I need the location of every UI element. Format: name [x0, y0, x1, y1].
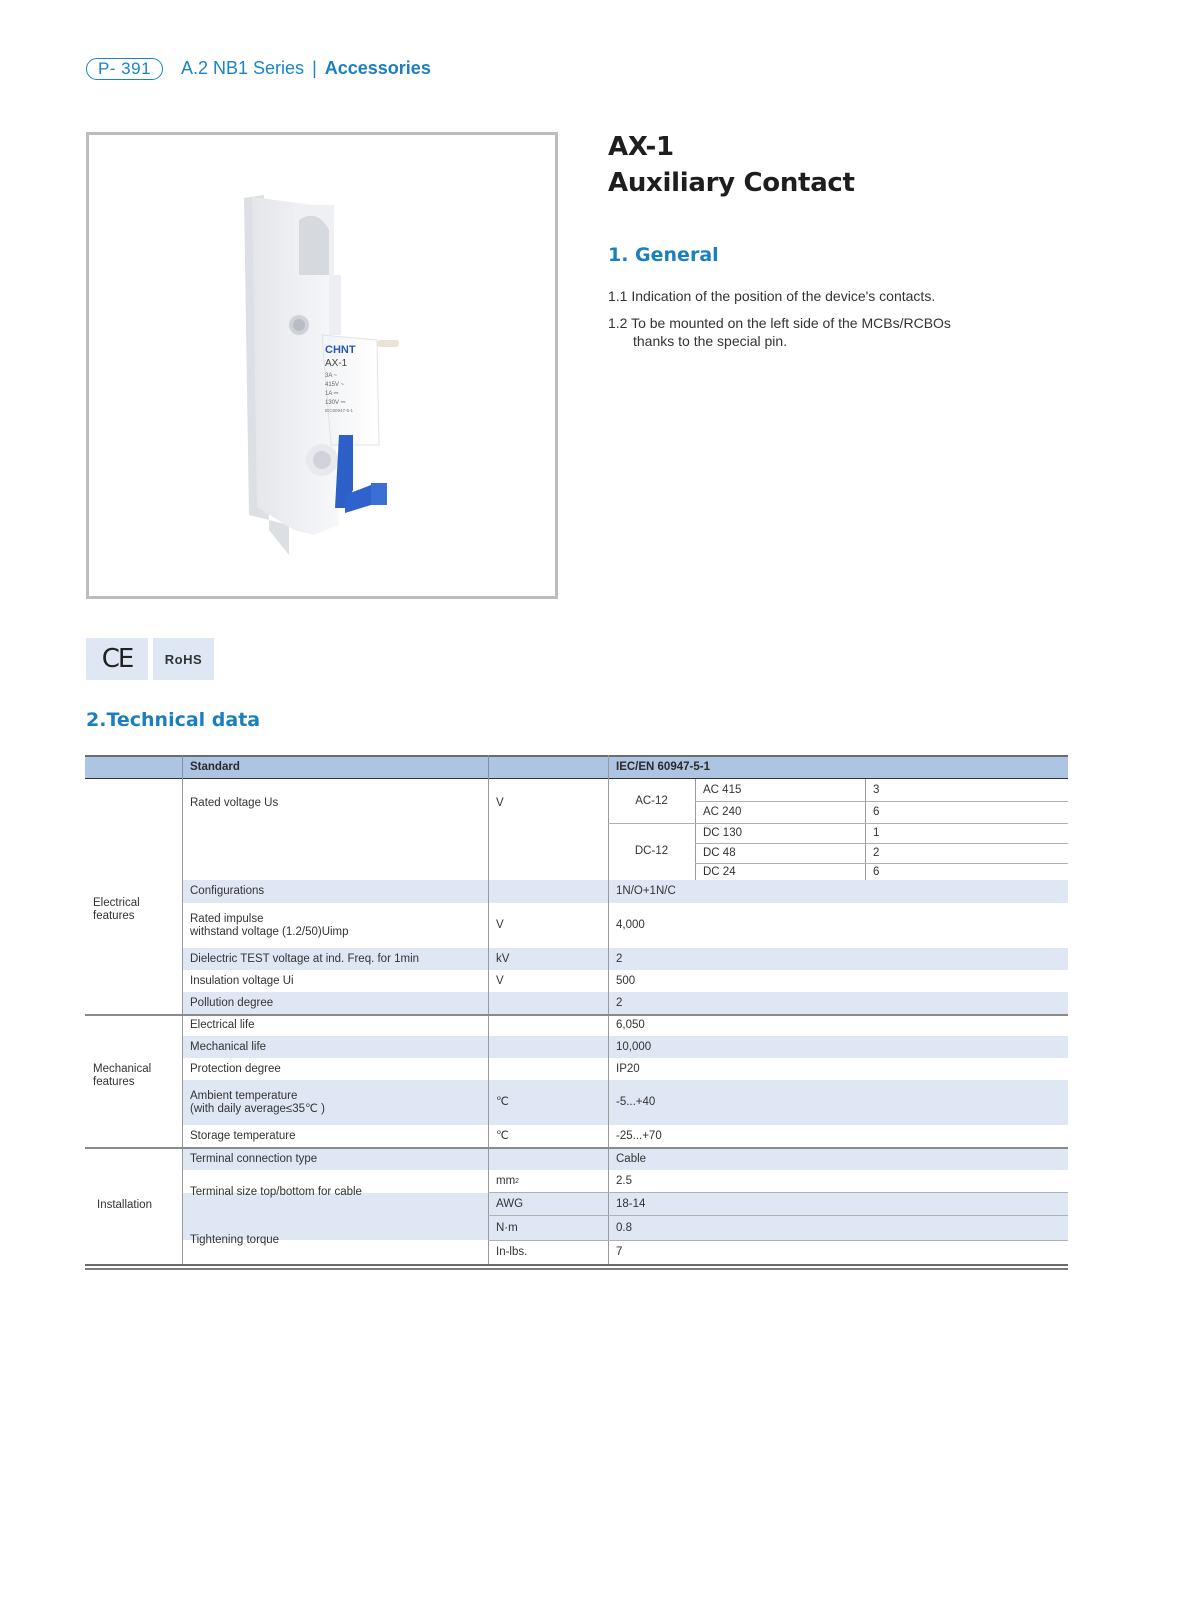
device-brand-label: CHNT: [325, 344, 356, 356]
param-rated-voltage: Rated voltage Us: [190, 796, 279, 809]
param-tightening-torque: Tightening torque: [190, 1233, 280, 1246]
product-image: [89, 135, 555, 596]
product-title: [608, 129, 855, 201]
rohs-badge: RoHS: [153, 638, 214, 680]
product-name: Auxiliary Contact: [608, 168, 855, 198]
group-installation: Installation: [97, 1198, 152, 1211]
param-rated-impulse: Rated impulse withstand voltage (1.2/50)Uimp: [190, 912, 349, 938]
general-item: 1.2 To be mounted on the left side of the MCBs/RCBOs thanks to the special pin.: [608, 315, 951, 349]
param-protection-degree: Protection degree: [190, 1062, 281, 1075]
category-dc12: DC-12: [634, 845, 669, 857]
product-model: AX-1: [608, 132, 674, 162]
param-configurations: Configurations: [190, 885, 265, 897]
header-standard-value: IEC/EN 60947-5-1: [616, 761, 710, 773]
svg-text:1A ⎓: 1A ⎓: [325, 391, 339, 397]
param-insulation-voltage: Insulation voltage Ui: [190, 974, 294, 987]
general-item: 1.1 Indication of the position of the device's contacts.: [608, 288, 936, 304]
series-label: A.2 NB1 Series: [181, 58, 305, 78]
svg-text:415V ~: 415V ~: [325, 382, 345, 388]
header-separator: |: [312, 58, 317, 78]
param-terminal-size: Terminal size top/bottom for cable: [190, 1186, 362, 1198]
value-rated-impulse: 4,000: [616, 919, 645, 931]
ce-mark-badge: CE: [86, 638, 148, 680]
header-standard-label: Standard: [190, 761, 240, 773]
param-pollution-degree: Pollution degree: [190, 996, 274, 1009]
general-heading: 1. General: [608, 244, 719, 266]
group-mechanical-features: Mechanical features: [93, 1063, 152, 1088]
param-terminal-connection: Terminal connection type: [190, 1152, 318, 1165]
svg-text:130V ⎓: 130V ⎓: [325, 400, 346, 406]
product-image-frame: [86, 132, 558, 599]
technical-data-heading: 2.Technical data: [86, 709, 261, 731]
general-list: [608, 287, 951, 359]
param-ambient-temperature: Ambient temperature (with daily average≤35℃ ): [190, 1089, 325, 1115]
value-configurations: 1N/O+1N/C: [616, 885, 676, 897]
page-header: [86, 57, 431, 80]
device-model-label: AX-1: [325, 358, 348, 369]
group-electrical-features: Electrical features: [93, 897, 140, 922]
param-dielectric-test: Dielectric TEST voltage at ind. Freq. for 1min: [190, 952, 420, 965]
param-mechanical-life: Mechanical life: [190, 1040, 267, 1053]
page-number-badge: P- 391: [86, 58, 163, 80]
section-label: Accessories: [324, 58, 431, 78]
svg-text:IEC60947-5-1: IEC60947-5-1: [325, 408, 354, 413]
svg-text:3A ~: 3A ~: [325, 373, 338, 379]
param-storage-temperature: Storage temperature: [190, 1129, 296, 1142]
category-ac12: AC-12: [635, 794, 668, 807]
param-electrical-life: Electrical life: [190, 1019, 255, 1031]
unit-rated-voltage: V: [496, 796, 504, 809]
